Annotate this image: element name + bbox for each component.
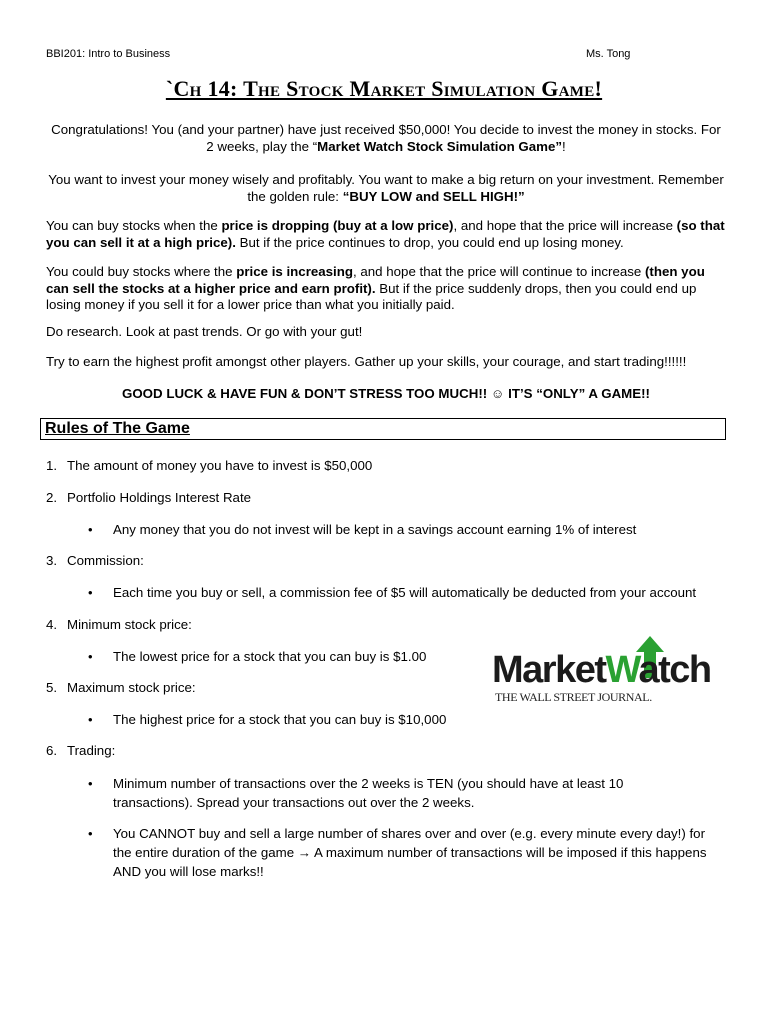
bullet-text: Minimum number of transactions over the 2 weeks is TEN (you should have at least 10 transactions). Spread your transactions out over the 2 weeks.: [113, 776, 624, 810]
rule-number: 6.: [46, 743, 58, 758]
intro-text: , and hope that the price will continue to increase: [353, 264, 645, 279]
intro-text: You could buy stocks where the: [46, 264, 237, 279]
golden-rule: “BUY LOW and SELL HIGH!”: [342, 188, 525, 204]
intro-paragraph-3: [46, 218, 726, 251]
rule-text: The amount of money you have to invest is $50,000: [67, 458, 373, 473]
rule-text: Commission:: [67, 553, 144, 568]
intro-text: But if the price suddenly drops, then you could end up losing money if you sell it for a lower price than what you initially paid.: [46, 280, 697, 312]
rule-number: 4.: [46, 617, 58, 632]
rules-heading: Rules of The Game: [45, 420, 190, 437]
page-title: `Ch 14: The Stock Market Simulation Game!: [165, 76, 603, 101]
rules-heading-box: [40, 418, 726, 440]
bullet-icon: •: [88, 826, 93, 841]
intro-paragraph-2: [46, 172, 726, 205]
bullet-text: The highest price for a stock that you can buy is $10,000: [113, 712, 447, 727]
logo-subtitle: THE WALL STREET JOURNAL.: [495, 690, 652, 704]
logo-market: Market: [492, 649, 606, 691]
bullet-icon: •: [88, 522, 93, 537]
rule-text: Maximum stock price:: [67, 680, 196, 695]
intro-text: , and hope that the price will increase: [453, 218, 677, 233]
teacher-name: Ms. Tong: [586, 48, 631, 60]
intro-text-end: !: [562, 138, 566, 154]
rule-text: Trading:: [67, 743, 116, 758]
rule-number: 1.: [46, 458, 58, 473]
intro-text: You can buy stocks when the: [46, 218, 222, 233]
bullet-icon: •: [88, 585, 93, 600]
rule-text: Portfolio Holdings Interest Rate: [67, 490, 252, 505]
logo-atch: atch: [638, 649, 711, 691]
intro-text: Congratulations! You (and your partner) have just received $50,000! You decide to invest the money in stocks. For 2 weeks, play the “: [51, 122, 721, 154]
intro-paragraph-1: [46, 122, 726, 155]
game-name: Market Watch Stock Simulation Game”: [317, 138, 562, 154]
bullet-text: You CANNOT buy and sell a large number of shares over and over (e.g. every minute every day!) for the entire duration of the game → A maximum number of transactions will be imposed if this happens AND you will lose marks!!: [113, 826, 707, 879]
bullet-icon: •: [88, 649, 93, 664]
emphasis-text: (so that you can sell it at a high price).: [46, 218, 725, 250]
bullet-text: Each time you buy or sell, a commission fee of $5 will automatically be deducted from your account: [113, 585, 697, 600]
intro-text: You want to invest your money wisely and profitably. You want to make a big return on your investment. Remember the golden rule:: [48, 172, 724, 204]
bullet-text: The lowest price for a stock that you can buy is $1.00: [113, 649, 427, 664]
marketwatch-logo: [492, 636, 714, 712]
rule-number: 3.: [46, 553, 58, 568]
bullet-icon: •: [88, 712, 93, 727]
intro-text: But if the price continues to drop, you could end up losing money.: [235, 234, 624, 250]
logo-w: W: [605, 649, 639, 691]
emphasis-text: price is dropping (buy at a low price): [221, 218, 454, 233]
bullet-icon: •: [88, 776, 93, 791]
intro-paragraph-6: Try to earn the highest profit amongst other players. Gather up your skills, your courage, and start trading!!!!!!: [46, 354, 687, 369]
emphasis-text: price is increasing: [236, 264, 353, 279]
intro-paragraph-4: [46, 264, 726, 314]
rule-number: 5.: [46, 680, 58, 695]
good-luck-line: GOOD LUCK & HAVE FUN & DON’T STRESS TOO MUCH!! ☺ IT’S “ONLY” A GAME!!: [122, 386, 650, 401]
rule-text: Minimum stock price:: [67, 617, 192, 632]
intro-paragraph-5: Do research. Look at past trends. Or go with your gut!: [46, 324, 363, 339]
bullet-text: Any money that you do not invest will be kept in a savings account earning 1% of interest: [113, 522, 637, 537]
emphasis-text: (then you can sell the stocks at a higher price and earn profit).: [46, 264, 705, 296]
course-code: BBI201: Intro to Business: [46, 48, 171, 60]
rule-number: 2.: [46, 490, 58, 505]
logo-wordmark: [492, 650, 711, 690]
